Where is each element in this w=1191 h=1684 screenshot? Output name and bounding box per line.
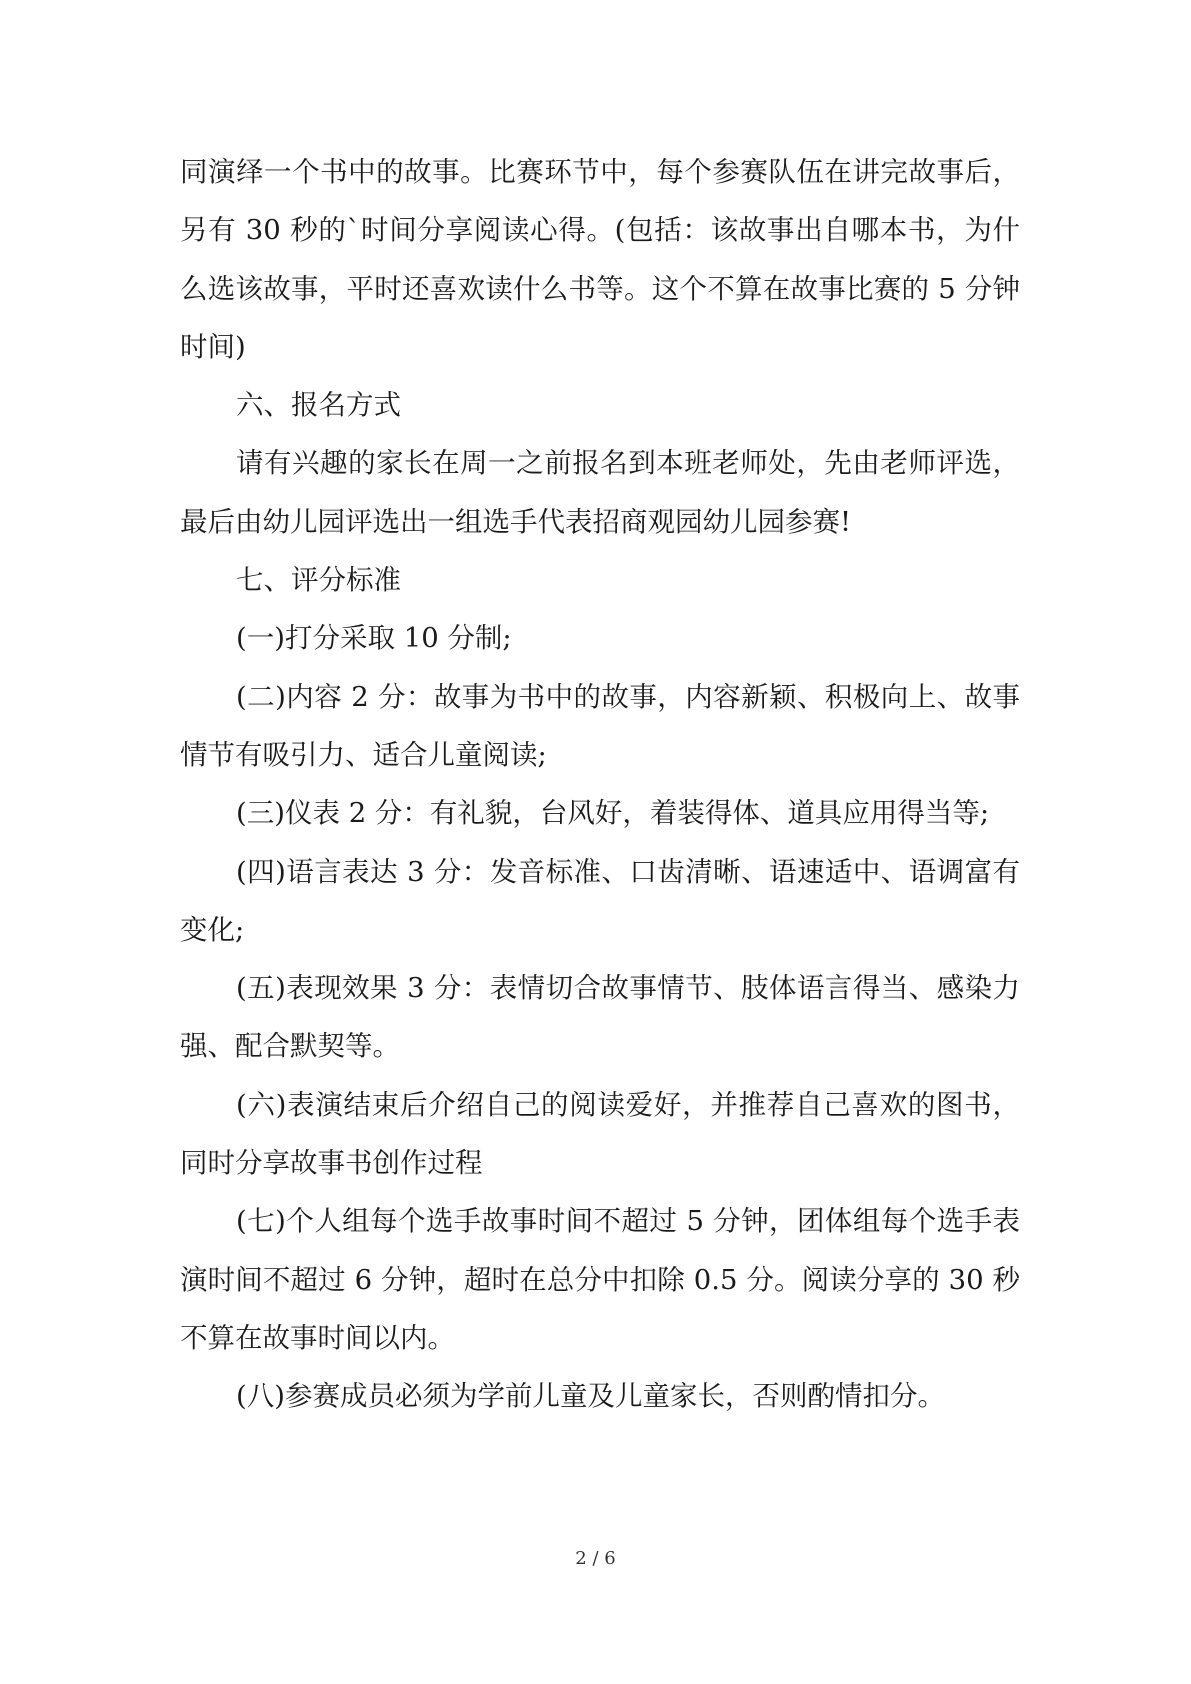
section-heading-scoring: 七、评分标准 [236, 564, 401, 597]
scoring-item-8: (八)参赛成员必须为学前儿童及儿童家长，否则酌情扣分。 [236, 1380, 945, 1413]
section-heading-registration: 六、报名方式 [236, 389, 401, 422]
scoring-item-3: (三)仪表 2 分：有礼貌，台风好，着装得体、道具应用得当等; [236, 797, 990, 830]
scoring-item-7: (七)个人组每个选手故事时间不超过 5 分钟，团体组每个选手表演时间不超过 6 分钟，超时在总分中扣除 0.5 分。阅读分享的 30 秒不算在故事时间以内。 [180, 1205, 1020, 1354]
scoring-item-6: (六)表演结束后介绍自己的阅读爱好，并推荐自己喜欢的图书，同时分享故事书创作过程 [180, 1088, 1020, 1180]
page-number: 2 / 6 [575, 1548, 616, 1569]
scoring-item-1: (一)打分采取 10 分制; [236, 622, 512, 655]
scoring-item-2: (二)内容 2 分：故事为书中的故事，内容新颖、积极向上、故事情节有吸引力、适合儿童阅读; [180, 680, 1020, 771]
scoring-item-4: (四)语言表达 3 分：发音标准、口齿清晰、语速适中、语调富有变化; [180, 855, 1020, 946]
scoring-item-5: (五)表现效果 3 分：表情切合故事情节、肢体语言得当、感染力强、配合默契等。 [180, 972, 1020, 1063]
paragraph-continuation: 同演绎一个书中的故事。比赛环节中，每个参赛队伍在讲完故事后，另有 30 秒的`时间分享阅读心得。(包括：该故事出自哪本书，为什么选该故事，平时还喜欢读什么书等。这个不算在故事比赛的 5 分钟时间) [180, 156, 1020, 363]
document-body [180, 143, 1020, 1426]
paragraph-registration: 请有兴趣的家长在周一之前报名到本班老师处，先由老师评选，最后由幼儿园评选出一组选手代表招商观园幼儿园参赛! [180, 447, 1020, 538]
